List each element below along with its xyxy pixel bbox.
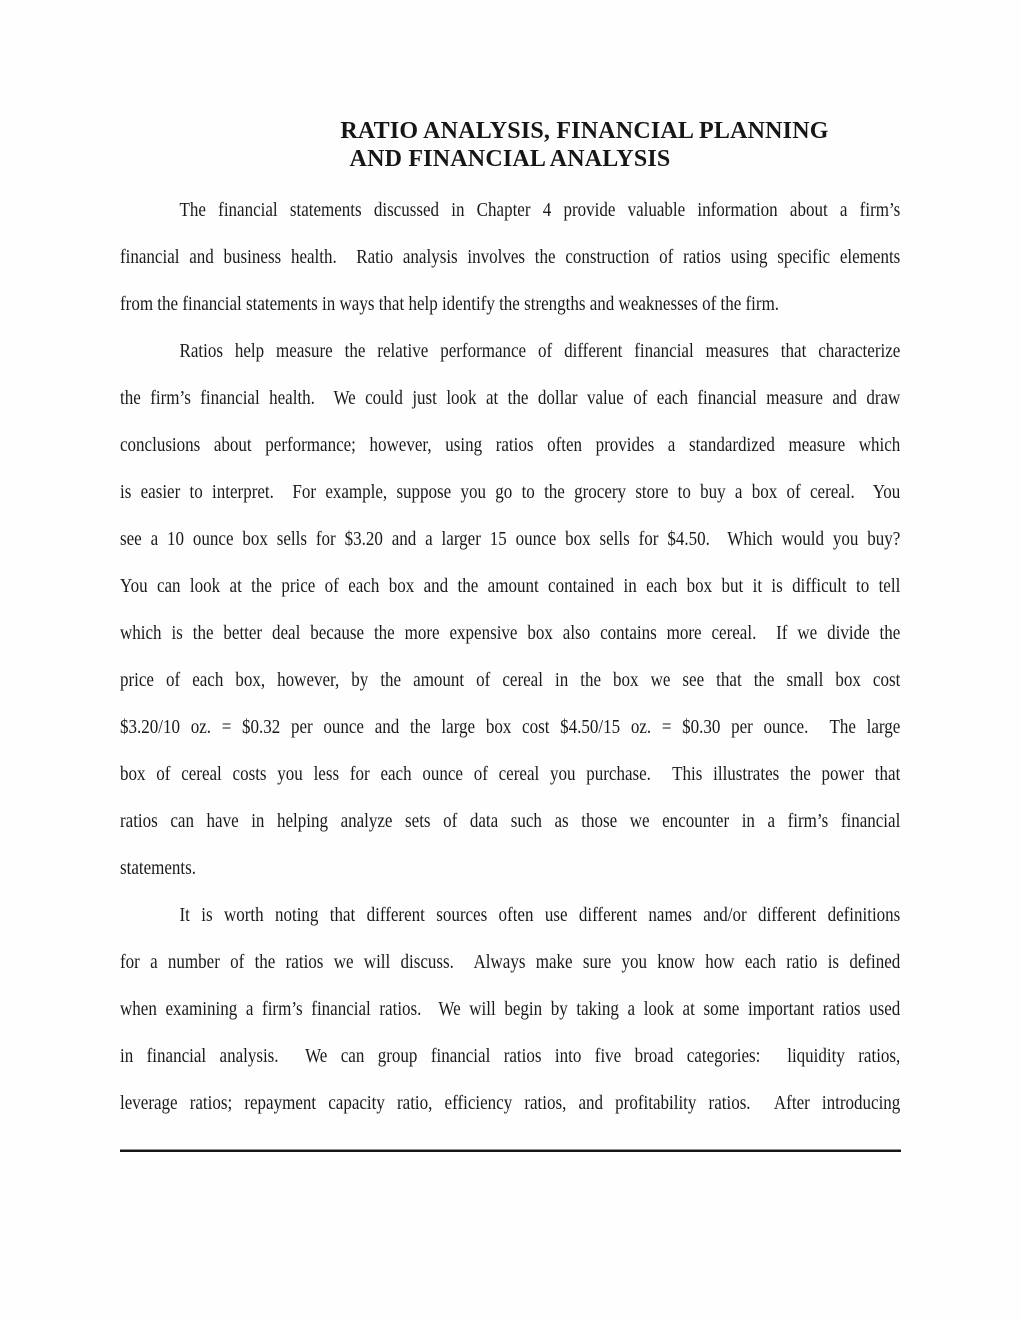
- paragraph-1-line-2: financial and business health. Ratio analysis involves the construction of ratios using specific elements: [120, 246, 901, 268]
- paragraph-3-line-2: for a number of the ratios we will discuss. Always make sure you know how each ratio is defined: [120, 951, 901, 973]
- paragraph-2-line-3: conclusions about performance; however, using ratios often provides a standardized measure which: [120, 434, 901, 456]
- paragraph-1-line-3: from the financial statements in ways that help identify the strengths and weaknesses of the firm.: [120, 293, 780, 315]
- paragraph-3-line-4: in financial analysis. We can group financial ratios into five broad categories: liquidity ratios,: [120, 1045, 901, 1067]
- paragraph-2-line-7: which is the better deal because the more expensive box also contains more cereal. If we divide the: [120, 622, 901, 644]
- paragraph-3-line-3: when examining a firm’s financial ratios. We will begin by taking a look at some important ratios used: [120, 998, 901, 1020]
- paragraph-2-line-1: Ratios help measure the relative performance of different financial measures that characterize: [179, 340, 901, 362]
- paragraph-2-line-12: statements.: [120, 857, 197, 879]
- paragraph-2-line-6: You can look at the price of each box and the amount contained in each box but it is difficult to tell: [120, 575, 901, 597]
- page-title: [120, 117, 900, 173]
- paragraph-2-line-2: the firm’s financial health. We could just look at the dollar value of each financial measure and draw: [120, 387, 901, 409]
- page-title-line-2: AND FINANCIAL ANALYSIS: [349, 146, 671, 172]
- paragraph-1-line-1: The financial statements discussed in Chapter 4 provide valuable information about a firm’s: [179, 199, 901, 221]
- document-body: [120, 187, 900, 1127]
- footnote-separator-rule: [120, 1149, 901, 1152]
- paragraph-2-line-8: price of each box, however, by the amount of cereal in the box we see that the small box cost: [120, 669, 901, 691]
- paragraph-2-line-5: see a 10 ounce box sells for $3.20 and a larger 15 ounce box sells for $4.50. Which would you buy?: [120, 528, 901, 550]
- paragraph-2-line-11: ratios can have in helping analyze sets of data such as those we encounter in a firm’s financial: [120, 810, 901, 832]
- paragraph-2-line-10: box of cereal costs you less for each ounce of cereal you purchase. This illustrates the power that: [120, 763, 901, 785]
- paragraph-2-line-9: $3.20/10 oz. = $0.32 per ounce and the large box cost $4.50/15 oz. = $0.30 per ounce. The large: [120, 716, 901, 738]
- page-title-line-1: RATIO ANALYSIS, FINANCIAL PLANNING: [340, 118, 829, 144]
- paragraph-3-line-5: leverage ratios; repayment capacity ratio, efficiency ratios, and profitability ratios. After introducing: [120, 1092, 901, 1114]
- paragraph-3-line-1: It is worth noting that different sources often use different names and/or different definitions: [179, 904, 901, 926]
- paragraph-2-line-4: is easier to interpret. For example, suppose you go to the grocery store to buy a box of cereal. You: [120, 481, 901, 503]
